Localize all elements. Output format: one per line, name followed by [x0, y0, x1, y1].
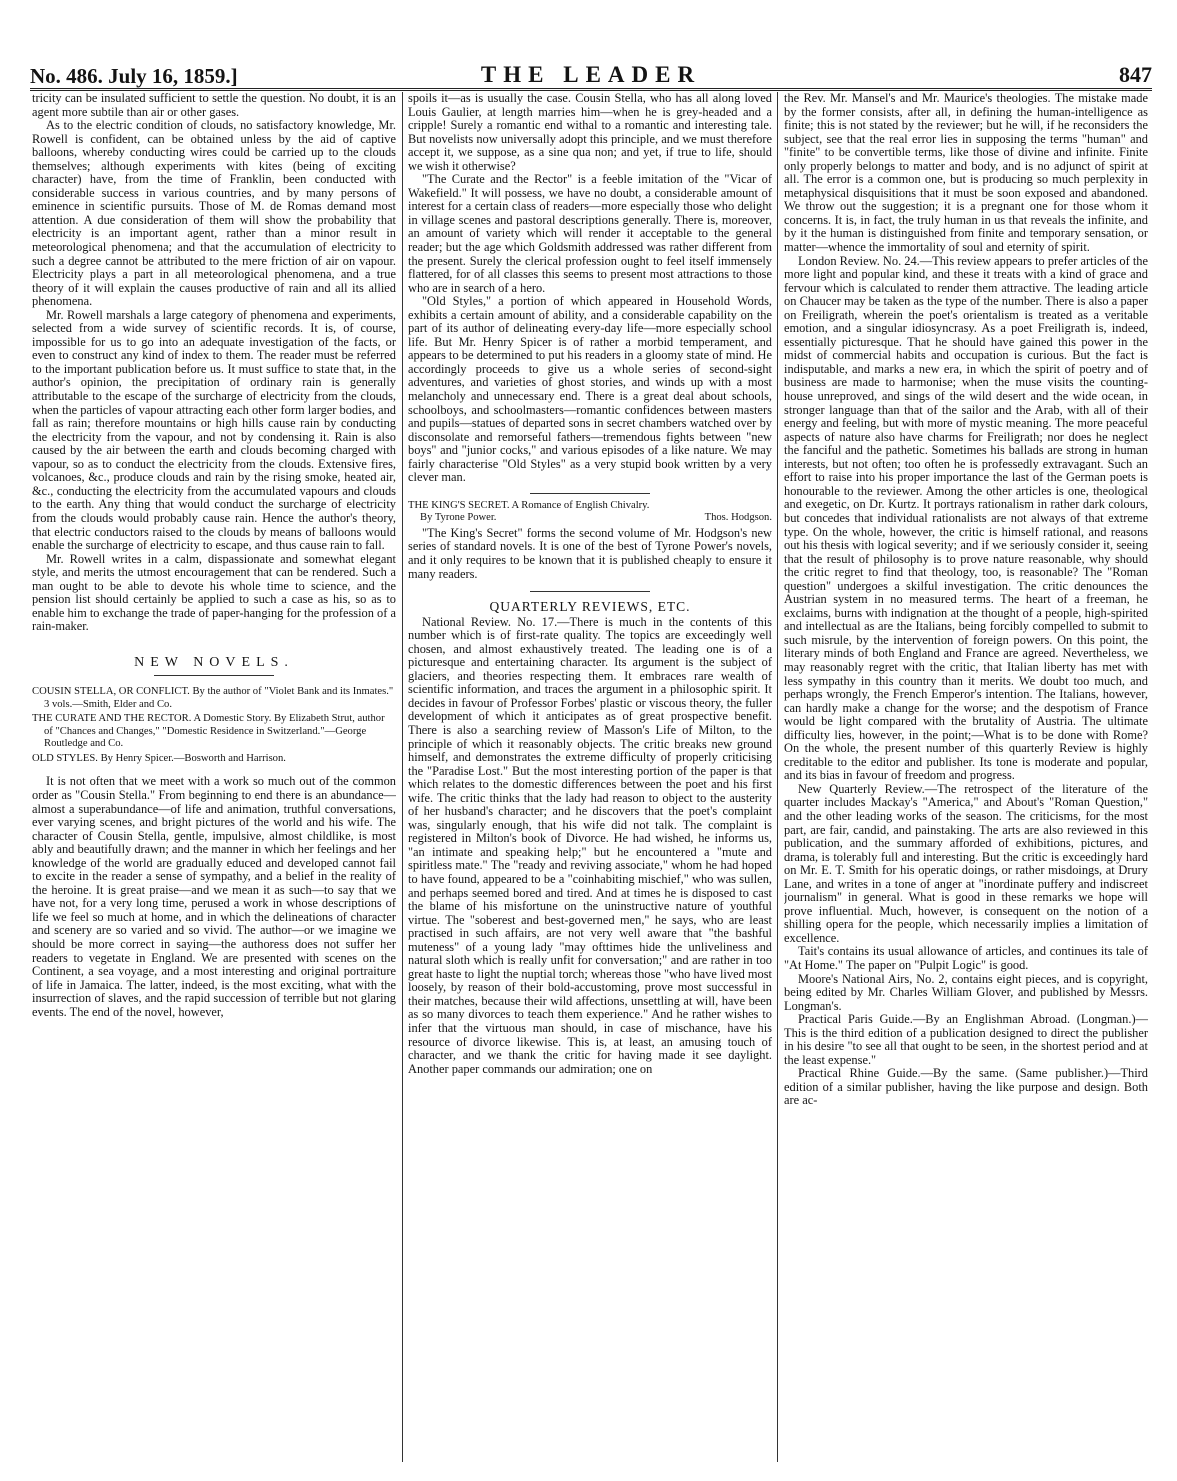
- book-entry: OLD STYLES. By Henry Spicer.—Bosworth and Harrison.: [32, 752, 286, 764]
- book-publisher: Thos. Hodgson.: [704, 512, 772, 524]
- paragraph: "The Curate and the Rector" is a feeble imitation of the "Vicar of Wakefield." It will possess, we have no doubt, a considerable amount of interest for a certain class of readers—more especially those who delight in village scenes and pastoral descriptions generally. There is, moreover, an amount of variety which will render it acceptable to the general reader; but the age which Goldsmith addressed was rather different from the present. Surely the clerical profession ought to feel itself immensely flattered, for of all classes this seems to present most attractions to those who are in search of a hero.: [408, 172, 772, 295]
- newspaper-title: THE LEADER: [480, 62, 702, 87]
- paragraph: It is not often that we meet with a work so much out of the common order as "Cousin Stella." From beginning to end there is an abundance—almost a superabundance—of life and animation, truthful conversations, ever varying scenes, and bright pictures of the world and his wife. The character of Cousin Stella, gentle, impulsive, almost childlike, is most ably and beautifully drawn; and the manner in which her feelings and her knowledge of the world are gradually educed and developed cannot fail to excite in the reader a sense of sympathy, and a belief in the reality of the heroine. It is great praise—and we mean it as such—to say that we have not, for a very long time, perused a work in whose descriptions of life we feel so much at home, and in which the delineations of character and scenery are so varied and so vivid. The author—or we imagine we should be more correct in saying—the authoress does not suffer her readers to vegetate in England. We are presented with scenes on the Continent, a sea voyage, and a most interesting and original portraiture of life in Jamaica. The latter, indeed, is the most exciting, what with the insurrection of slaves, and the rapid succession of terrible but not glaring events. The end of the novel, however,: [32, 774, 396, 1019]
- section-title: NEW NOVELS.: [134, 654, 294, 670]
- book-entry: [408, 500, 772, 525]
- header-rule: [30, 88, 1152, 91]
- paragraph: Mr. Rowell writes in a calm, dispassionate and somewhat elegant style, and merits the utmost encouragement that can be rendered. Such a man ought to be able to devote his whole time to science, and the pension list should certainly be applied to such a case as his, so as to enable him to exchange the trade of paper-hanging for the profession of a rain-maker.: [32, 551, 396, 634]
- paragraph: Mr. Rowell marshals a large category of phenomena and experiments, selected from a wide survey of scientific records. It is, of course, impossible for us to go into an adequate investigation of the facts, or even to construct any kind of index to them. The reader must be referred to the important publication before us. It must suffice to state that, in the author's opinion, the precipitation of ordinary rain is generally attributable to the escape of the surcharge of electricity from the clouds, when the particles of vapour attracting each other form larger bodies, and fall as rain; therefore mountains or high hills cause rain by conducting the electricity from the vapour, and not by condensing it. Rain is also caused by the air between the earth and clouds becoming charged with vapour, so as to conduct the electricity from the clouds. Extensive fires, volcanoes, &c., produce clouds and rain by the rising smoke, heated air, &c., conducting the electricity from the accumulated vapours and clouds to the earth. Any thing that would conduct the surcharge of electricity from the clouds would probably cause rain. Hence the author's theory, that electric conductors raised to the clouds by means of balloons would enable the surcharge of electricity to escape, and thus cause rain to fall.: [32, 307, 396, 553]
- paragraph: National Review. No. 17.—There is much in the contents of this number which is of first-rate quality. The topics are exceedingly well chosen, and almost exhaustively treated. The leading one is of a picturesque and entertaining character. Its argument is the subject of glaciers, and theories respecting them. It embraces rare wealth of scientific information, and traces the argument in a philosophic spirit. It decides in favour of Professor Forbes' plastic or viscous theory, the fuller development of which it anticipates as of great prospective benefit. There is also a searching review of Masson's Life of Milton, to the principle of which it reasonably objects. The critic breaks new ground himself, and demonstrates the extreme difficulty of properly criticising the "Paradise Lost." But the most interesting portion of the paper is that which relates to the domestic differences between the poet and his first wife. The critic thinks that the lady had reason to object to the austerity of her husband's character; and he discovers that the poet's complaint was, singularly enough, that his wife did not talk. The complaint is registered in Milton's book of Divorce. He had wished, he informs us, "an intimate and speaking help;" but he encountered a "mute and spiritless mate." The "ready and reviving associate," whom he had hoped to have found, appeared to be a "coinhabiting mischief," who was sullen, and perhaps seemed bored and tired. And at times he is disposed to cast the blame of his misfortune on the uninstructive nature of youthful virtue. The "soberest and best-governed men," he says, who are least practised in such affairs, are not very well aware that "the bashful muteness" of a young lady "may ofttimes hide the unliveliness and natural sloth which is really unfit for conversation;" and are rather in too great haste to light the nuptial torch; whereas those "who have lived most loosely, by reason of their bold-accustoming, prove most successful in their matches, because their wild affections, unsettling at will, have been as so many divorces to teach them experience." And he rather wishes to infer that the virtuous man should, in case of mischance, have his resource of divorce likewise. This is, at least, an amusing touch of character, and we thank the critic for having made it see daylight. Another paper commands our admiration; one on: [408, 614, 772, 1076]
- paragraph: tricity can be insulated sufficient to settle the question. No doubt, it is an agent more subtile than air or other gases.: [32, 92, 396, 119]
- book-entry: THE CURATE AND THE RECTOR. A Domestic Story. By Elizabeth Strut, author of "Chances and Changes," "Domestic Residence in Switzerland."—George Routledge and Co.: [32, 713, 385, 750]
- paragraph: spoils it—as is usually the case. Cousin Stella, who has all along loved Louis Gaulier, at length marries him—when he is grey-headed and a cripple! Surely a romantic end withal to a romantic and interesting tale. But novelists now universally adopt this principle, and we must therefore accept it, we suppose, as a sine qua non; and yet, if true to life, should we wish it otherwise?: [408, 92, 772, 173]
- paragraph: Tait's contains its usual allowance of articles, and continues its tale of "At Home." The paper on "Pulpit Logic" is good.: [784, 944, 1148, 972]
- book-title: THE KING'S SECRET. A Romance of English Chivalry.: [408, 499, 650, 511]
- column-2: [408, 92, 772, 1466]
- paragraph: Practical Rhine Guide.—By the same. (Same publisher.)—Third edition of a similar publisher, having the like purpose and design. Both are ac-: [784, 1066, 1148, 1108]
- book-byline: [408, 512, 772, 525]
- column-3: [784, 92, 1148, 1466]
- paragraph: Practical Paris Guide.—By an Englishman Abroad. (Longman.)—This is the third edition of a publication designed to direct the publisher in his desire "to see all that ought to be seen, in the shortest period and at the least expense.": [784, 1012, 1148, 1067]
- section-title: QUARTERLY REVIEWS, ETC.: [489, 599, 691, 615]
- book-entry: COUSIN STELLA, OR CONFLICT. By the author of "Violet Bank and its Inmates." 3 vols.—Smith, Elder and Co.: [32, 686, 394, 710]
- issue-date: No. 486. July 16, 1859.]: [30, 64, 238, 88]
- column-1: [32, 92, 396, 1466]
- page-header: [30, 52, 1152, 86]
- section-rule: [530, 493, 650, 494]
- page-number: 847: [1119, 62, 1152, 87]
- paragraph: "Old Styles," a portion of which appeared in Household Words, exhibits a certain amount of ability, and a considerable capability on the part of its author of delineating every-day life—more especially school life. But Mr. Henry Spicer is of rather a morbid temperament, and appears to be determined to put his readers in a gloomy state of mind. He accordingly proceeds to give us a whole series of second-sight adventures, and varieties of ghost stories, and winds up with a most melancholy and unnecessary end. There is a great deal about schools, schoolboys, and schoolmasters—romantic confidences between masters and pupils—statues of departed sons in secret chambers watched over by disconsolate and remorseful fathers—tremendous fights between "new boys" and "junior cocks," and various episodes of a like nature. We may fairly characterise "Old Styles" as a very stupid book written by a very clever man.: [408, 294, 772, 485]
- paragraph: London Review. No. 24.—This review appears to prefer articles of the more light and popular kind, and these it treats with a kind of grace and fervour which is calculated to render them attractive. The leading article on Chaucer may be taken as the type of the number. There is also a paper on Freiligrath, wherein the poet's orientalism is treated as a veritable emotion, and a singular idiosyncrasy. As a poet Freiligrath is, indeed, essentially picturesque. That he should have gained this power in the midst of commercial habits and occupation is curious. But the fact is indisputable, and marks a new era, in which the spirit of poetry and of business are made to harmonise; when the muse visits the counting-house unreproved, and sings of the wild desert and the wide ocean, in stronger language than that of the sailor and the Arab, with all of their energy and feeling, but with more of mystic meaning. The more peaceful aspects of nature also have charms for Freiligrath; nor does he neglect the fanciful and the pathetic. Sometimes his ballads are strong in human interests, but not often; too often he is professedly extravagant. Such an effort to raise into his proper importance the last of the German poets is honourable to the reviewer. Among the other articles is one, theological and exegetic, on Dr. Kurtz. It portrays rationalism in rather dark colours, but concedes that individual rationalists are not always of that extreme type. On the whole, however, the critic is himself rational, and reasons out his thesis with logical severity; and if we seriously consider it, seeing that the result of philosophy is to prove nature reasonable, why should the critic regret to find that theology, too, is reasonable? The "Roman question" undergoes a skilful investigation. The critic denounces the Austrian system in no measured terms. The heart of a freeman, he exclaims, burns with indignation at the thought of a people, high-spirited and intellectual as are the Italians, being forcibly compelled to submit to such misrule, by the intervention of foreign powers. On this point, the literary minds of both England and France are agreed. Nevertheless, we may reasonably regret with the critic, that Italian liberty has met with less sympathy in this country than it merits. We doubt too much, and perhaps wrongly, the French Emperor's intention. The Italians, however, can hardly make a change for the worse; and the despotism of France would be light compared with the brutality of Austria. The ultimate difficulty lies, however, in the point;—What is to be done with Rome? On the whole, the present number of this quarterly Review is highly creditable to the editor and publisher. Its tone is moderate and popular, and its bias in favour of freedom and progress.: [784, 253, 1148, 783]
- section-rule: [530, 591, 650, 592]
- column-divider: [777, 92, 778, 1462]
- paragraph: Moore's National Airs, No. 2, contains eight pieces, and is copyright, being edited by Mr. Charles William Glover, and published by Messrs. Longman's.: [784, 971, 1148, 1013]
- book-author: By Tyrone Power.: [420, 512, 497, 524]
- column-divider: [402, 92, 403, 1462]
- paragraph: As to the electric condition of clouds, no satisfactory knowledge, Mr. Rowell is confident, can be obtained unless by the aid of captive balloons, whereby conducting wires could be carried up to the clouds themselves; although experiments with kites (being of exciting character) have, from the time of Franklin, been conducted with considerable success in various countries, and by many persons of eminence in scientific pursuits. Those of M. de Romas demand most attention. A due consideration of them will show the probability that electricity is an important agent, rather than a minor result in meteorological phenomena; and that the accumulation of electricity to such a degree cannot be attributed to the mere friction of air on vapour. Electricity plays a part in all meteorological phenomena, and a true theory of it will explain the causes productive of rain and all its allied phenomena.: [32, 118, 396, 309]
- paragraph: New Quarterly Review.—The retrospect of the literature of the quarter includes Mackay's "America," and About's "Roman Question," and the other leading works of the season. The criticisms, for the most part, are fair, candid, and painstaking. The arts are also reviewed in this publication, and the summary afforded of exhibitions, pictures, and drama, is tolerably full and interesting. But the critic is exceedingly hard on Mr. E. T. Smith for his operatic doings, or rather misdoings, at Drury Lane, and writes in a tone of anger at "inordinate puffery and indiscreet journalism" in general. What is good in these remarks we hope will prove influential. Much, however, is consequent on the notion of a shilling opera for the people, which necessarily implies a limitation of excellence.: [784, 781, 1148, 945]
- paragraph: "The King's Secret" forms the second volume of Mr. Hodgson's new series of standard novels. It is one of the best of Tyrone Power's novels, and it only requires to be known that it is published cheaply to ensure it many readers.: [408, 525, 772, 581]
- paragraph: the Rev. Mr. Mansel's and Mr. Maurice's theologies. The mistake made by the former consists, after all, in defining the human-intelligence as finite; this is not stated by the reviewer; but he will, if he reconsiders the subject, see that the real error lies in supposing the terms "human" and "finite" to be convertible terms, like those of divine and infinite. Finite only properly belongs to matter and body, and is no adjunct of spirit at all. The error is a common one, but is producing so much perplexity in metaphysical disquisitions that it must be soon exposed and abandoned. We throw out the suggestion; it is a pregnant one for those whom it concerns. It is, in fact, the truly human in us that reveals the infinite, and by it the human is distinguished from finite and temporary sensation, or matter—whence the immortality of soul and eternity of spirit.: [784, 92, 1148, 255]
